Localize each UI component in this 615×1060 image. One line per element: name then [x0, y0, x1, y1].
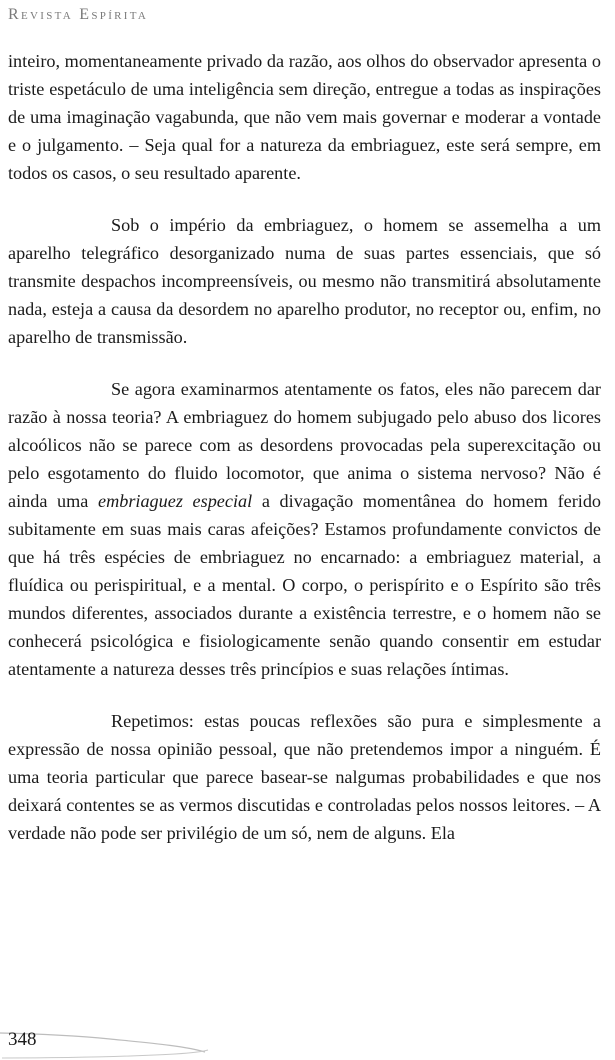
- paragraph-4: Repetimos: estas poucas reflexões são pura e simplesmente a expressão de nossa opinião pessoal, que não pretendemos impor a ninguém. É uma teoria particular que parece basear-se nalgumas probabilidades e que nos deixará contentes se as vermos discutidas e controladas pelos nossos leitores. – A verdade não pode ser privilégio de um só, nem de alguns. Ela: [8, 711, 601, 843]
- paragraph-2: Sob o império da embriaguez, o homem se assemelha a um aparelho telegráfico desorganizado numa de suas partes essenciais, que só transmite despachos incompreensíveis, ou mesmo não transmitirá absolutamente nada, esteja a causa da desordem no aparelho produtor, no receptor ou, enfim, no aparelho de transmissão.: [8, 215, 601, 347]
- paragraph-3-text-a: Se agora examinarmos atentamente os fatos, eles não parecem dar razão à nossa teoria? A embriaguez do homem subjugado pelo abuso dos licores alcoólicos não se parece com as desordens provocadas pela superexcitação ou pelo esgotamento do fluido locomotor, que anima o sistema nervoso? Não é ainda uma: [8, 379, 601, 511]
- paragraph-1: inteiro, momentaneamente privado da razão, aos olhos do observador apresenta o triste espetáculo de uma inteligência sem direção, entregue a todas as inspirações de uma imaginação vagabunda, que não vem mais governar e moderar a vontade e o julgamento. – Seja qual for a natureza da embriaguez, este será sempre, em todos os casos, o seu resultado aparente.: [8, 51, 601, 183]
- body-text: [8, 47, 601, 847]
- page-number: 348: [8, 1029, 37, 1050]
- paragraph-3-text-b: a divagação momentânea do homem ferido subitamente em suas mais caras afeições? Estamos profundamente convictos de que há três espécies de embriaguez no encarnado: a embriaguez material, a fluídica ou perispiritual, e a mental. O corpo, o perispírito e o Espírito são três mundos diferentes, associados durante a existência terrestre, e o homem não se conhecerá psicológica e fisiologicamente senão quando consentir em estudar atentamente a natureza desses três princípios e suas relações íntimas.: [8, 491, 602, 679]
- page-footer: [0, 1026, 215, 1060]
- paragraph-3-italic: embriaguez especial: [98, 491, 253, 511]
- running-head: Revista Espírita: [8, 6, 149, 23]
- paragraph-3: [8, 375, 601, 683]
